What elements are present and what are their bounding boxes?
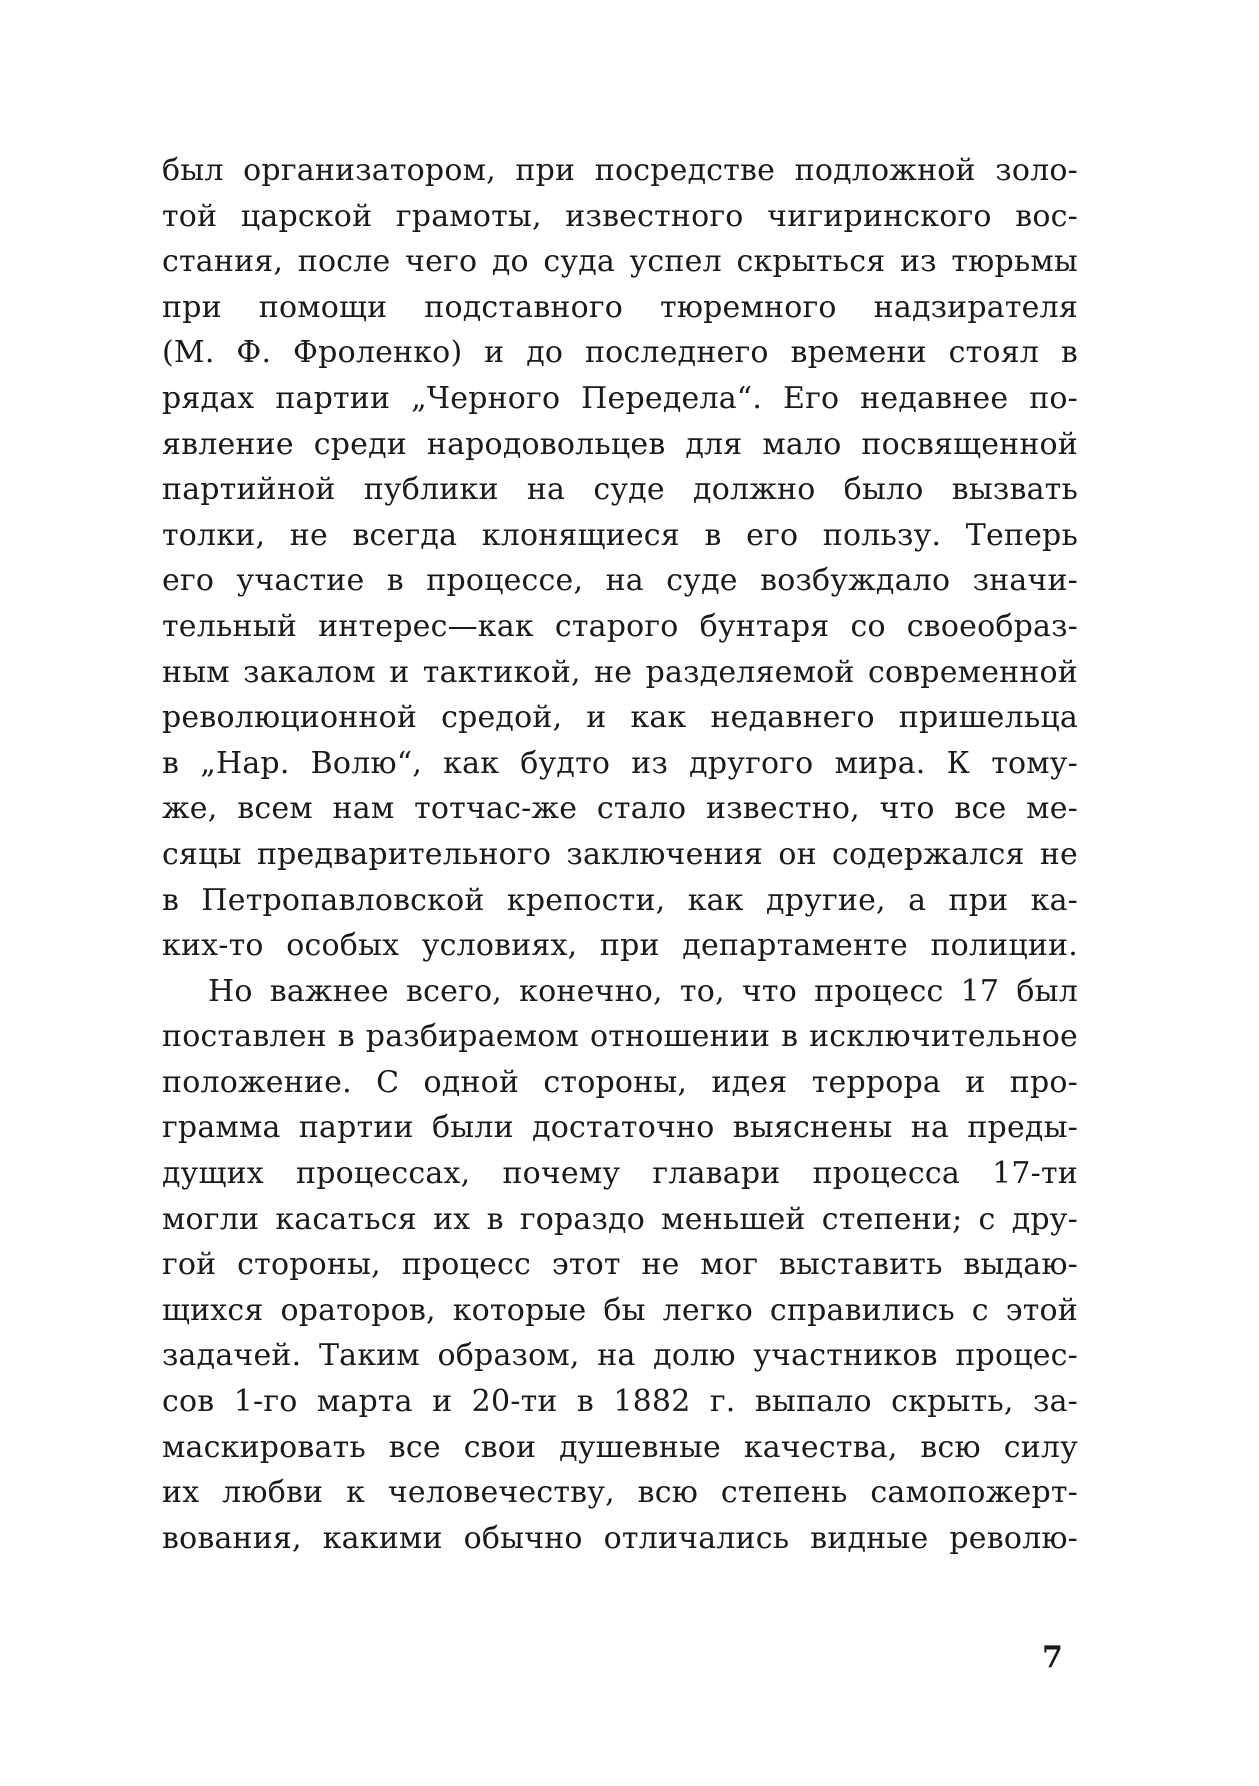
text-line: их любви к человечеству, всю степень самопожерт- bbox=[162, 1475, 1078, 1511]
text-line: в „Нар. Волю“, как будто из другого мира. К тому- bbox=[162, 745, 1078, 781]
text-line: ным закалом и тактикой, не разделяемой современной bbox=[162, 654, 1078, 690]
text-line: в Петропавловской крепости, как другие, а при ка- bbox=[162, 882, 1078, 918]
text-line: стания, после чего до суда успел скрыться из тюрьмы bbox=[162, 244, 1078, 280]
text-line: гой стороны, процесс этот не мог выставить выдаю- bbox=[162, 1247, 1078, 1283]
text-line: положение. С одной стороны, идея террора и про- bbox=[162, 1064, 1078, 1100]
body-text bbox=[162, 148, 1078, 1561]
page-number: 7 bbox=[1042, 1640, 1063, 1675]
text-line: был организатором, при посредстве подложной золо- bbox=[162, 153, 1078, 188]
text-line: толки, не всегда клонящиеся в его пользу. Теперь bbox=[162, 517, 1078, 553]
text-line: Но важнее всего, конечно, то, что процесс 17 был bbox=[208, 973, 1078, 1009]
text-line: явление среди народовольцев для мало посвященной bbox=[162, 426, 1078, 462]
text-line: могли касаться их в гораздо меньшей степени; с дру- bbox=[162, 1201, 1078, 1237]
text-line: рядах партии „Черного Передела“. Его недавнее по- bbox=[162, 380, 1078, 416]
text-line: партийной публики на суде должно было вызвать bbox=[162, 472, 1078, 508]
text-line: дущих процессах, почему главари процесса 17-ти bbox=[162, 1156, 1078, 1192]
text-line: (М. Ф. Фроленко) и до последнего времени стоял в bbox=[162, 335, 1078, 371]
text-line: его участие в процессе, на суде возбуждало значи- bbox=[162, 563, 1078, 599]
text-line: задачей. Таким образом, на долю участников процес- bbox=[162, 1338, 1078, 1374]
text-line: поставлен в разбираемом отношении в исключительное bbox=[162, 1019, 1078, 1055]
text-line: щихся ораторов, которые бы легко справились с этой bbox=[162, 1292, 1078, 1328]
text-line: ких-то особых условиях, при департаменте полиции. bbox=[162, 928, 1078, 964]
text-line: грамма партии были достаточно выяснены на преды- bbox=[162, 1110, 1078, 1146]
text-line: маскировать все свои душевные качества, всю силу bbox=[162, 1429, 1078, 1465]
text-line: же, всем нам тотчас-же стало известно, что все ме- bbox=[162, 791, 1078, 827]
text-line: вования, какими обычно отличались видные револю- bbox=[162, 1520, 1078, 1556]
text-line: той царской грамоты, известного чигиринского вос- bbox=[162, 198, 1078, 234]
text-line: тельный интерес—как старого бунтаря со своеобраз- bbox=[162, 608, 1078, 644]
text-line: при помощи подставного тюремного надзирателя bbox=[162, 289, 1078, 325]
text-line: революционной средой, и как недавнего пришельца bbox=[162, 700, 1078, 736]
text-line: сов 1-го марта и 20-ти в 1882 г. выпало скрыть, за- bbox=[162, 1384, 1078, 1420]
text-line: сяцы предварительного заключения он содержался не bbox=[162, 836, 1078, 872]
